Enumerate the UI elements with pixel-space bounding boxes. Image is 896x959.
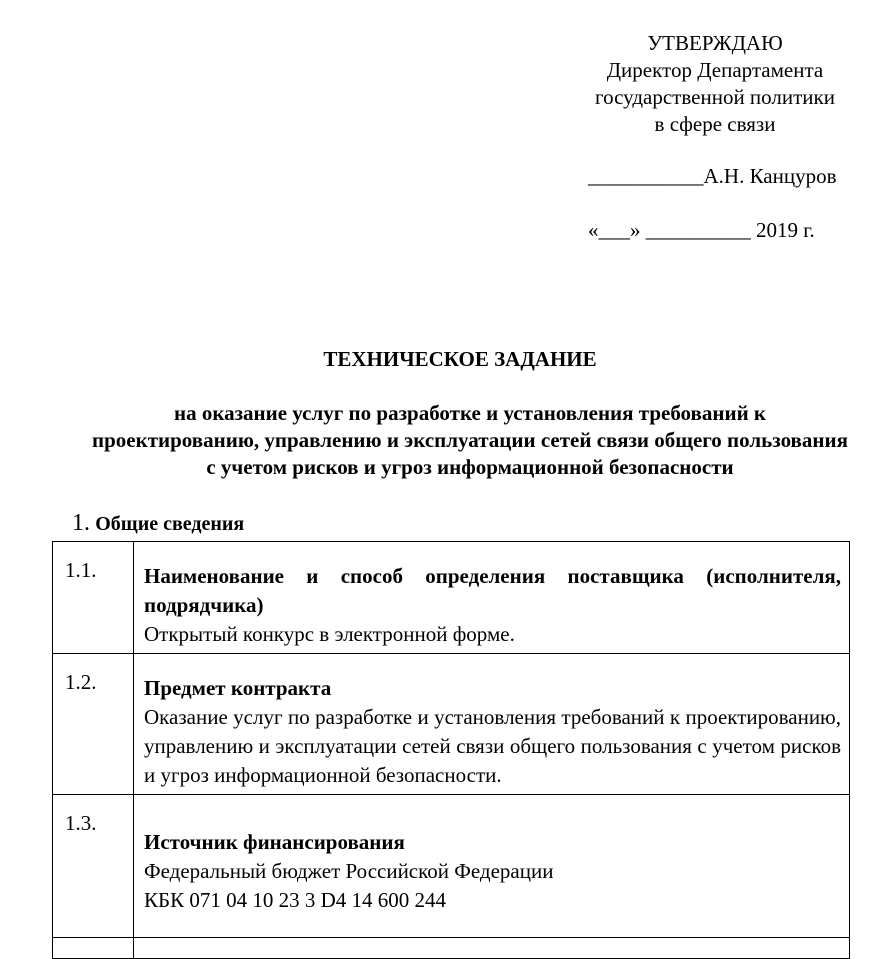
item-body: [134, 542, 850, 654]
item-body: [134, 938, 850, 959]
section-title: Общие сведения: [95, 513, 245, 535]
item-body: [134, 795, 850, 938]
item-text: Федеральный бюджет Российской Федерации: [144, 859, 554, 883]
approval-line: государственной политики: [595, 85, 835, 109]
item-text: КБК 071 04 10 23 3 D4 14 600 244: [144, 888, 446, 912]
table-row: [53, 542, 850, 654]
document-subtitle: на оказание услуг по разработке и установления требований к проектированию, управлению и эксплуатации сетей связи общего пользования с учетом рисков и угроз информационной безопасности: [92, 401, 848, 479]
table-row: [53, 654, 850, 795]
approval-heading: УТВЕРЖДАЮ: [647, 31, 783, 55]
item-text: Оказание услуг по разработке и установления требований к проектированию, управлению и эксплуатации сетей связи общего пользования с учетом рисков и угроз информационной безопасности.: [144, 705, 841, 787]
section-number: 1.: [72, 510, 90, 536]
item-title: Наименование и способ определения поставщика (исполнителя, подрядчика): [144, 564, 841, 617]
date-line: «___» __________ 2019 г.: [588, 218, 815, 242]
item-number: 1.2.: [53, 654, 134, 795]
table-row: [53, 795, 850, 938]
table-row: [53, 938, 850, 959]
approval-line: в сфере связи: [654, 112, 776, 136]
approval-block: [560, 30, 870, 138]
info-table: [52, 541, 850, 959]
document-title: ТЕХНИЧЕСКОЕ ЗАДАНИЕ: [323, 347, 597, 371]
item-number: 1.3.: [53, 795, 134, 938]
approval-line: Директор Департамента: [606, 58, 824, 82]
item-number: [53, 938, 134, 959]
section-heading: [72, 510, 244, 537]
signature-line: ___________А.Н. Канцуров: [588, 164, 837, 188]
item-body: [134, 654, 850, 795]
item-title: Источник финансирования: [144, 830, 405, 854]
item-title: Предмет контракта: [144, 676, 332, 700]
item-text: Открытый конкурс в электронной форме.: [144, 622, 515, 646]
item-number: 1.1.: [53, 542, 134, 654]
